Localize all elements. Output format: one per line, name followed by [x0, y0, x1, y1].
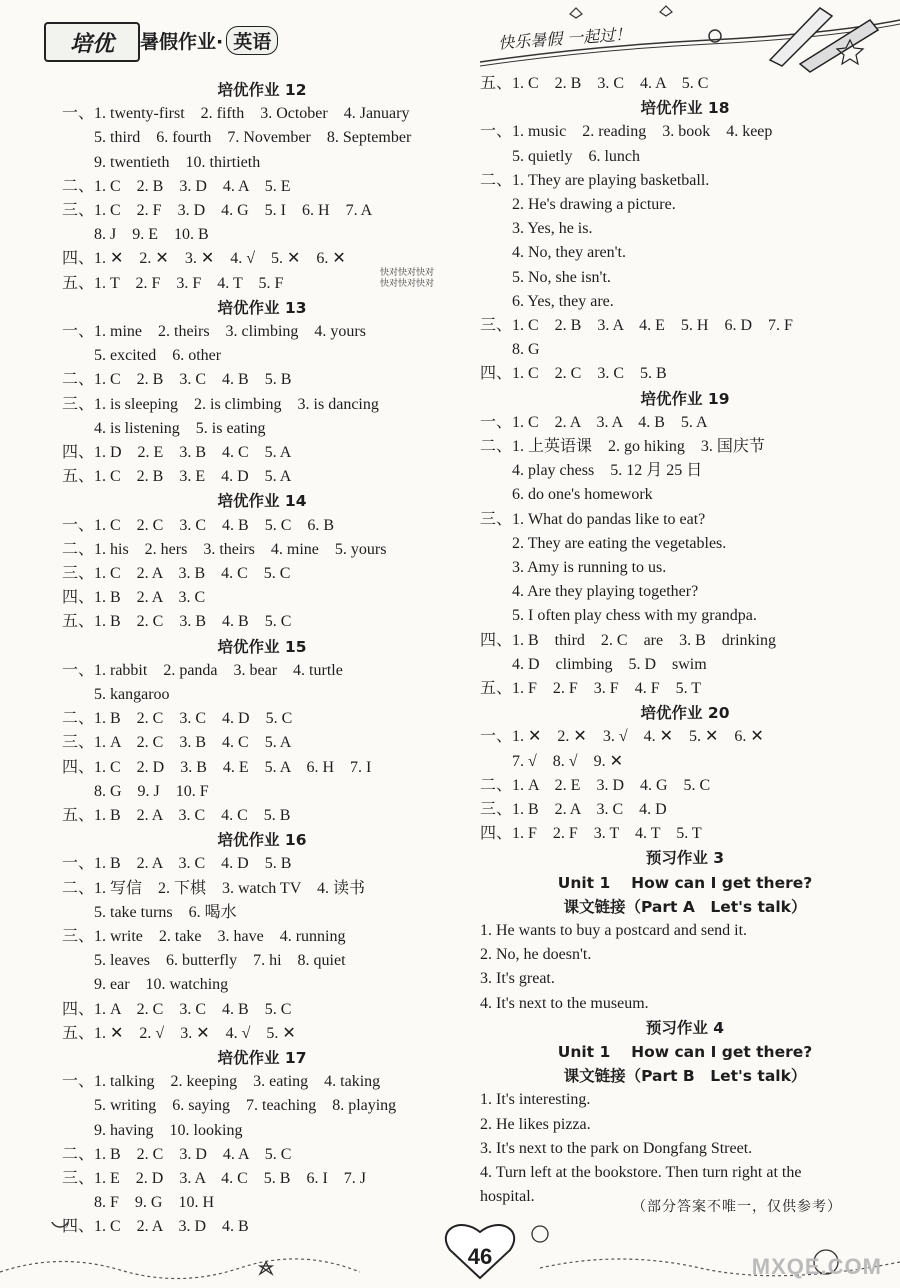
answer-line: 一、1. ✕ 2. ✕ 3. √ 4. ✕ 5. ✕ 6. ✕: [480, 728, 764, 746]
answer-line: 3. It's next to the park on Dongfang Street.: [480, 1139, 753, 1157]
answer-line: 二、1. 上英语课 2. go hiking 3. 国庆节: [480, 438, 765, 455]
answer-line: 五、1. T 2. F 3. F 4. T 5. F: [62, 274, 284, 292]
section-heading: 培优作业 12: [217, 81, 307, 99]
answer-line: 五、1. ✕ 2. √ 3. ✕ 4. √ 5. ✕: [62, 1024, 296, 1042]
answer-line: 一、1. twenty-first 2. fifth 3. October 4. January: [62, 105, 410, 123]
reference-note: （部分答案不唯一，仅供参考）: [632, 1199, 842, 1215]
answer-line: 五、1. B 2. C 3. B 4. B 5. C: [62, 613, 292, 631]
section-heading: 课文链接（Part B Let's talk）: [563, 1067, 807, 1086]
answer-line: 二、1. 写信 2. 下棋 3. watch TV 4. 读书: [62, 879, 365, 897]
answer-line: 3. Yes, he is.: [480, 220, 593, 238]
answer-line: 三、1. C 2. B 3. A 4. E 5. H 6. D 7. F: [480, 317, 793, 334]
answer-line: hospital.: [480, 1188, 535, 1206]
answer-line: 二、1. his 2. hers 3. theirs 4. mine 5. yours: [62, 540, 387, 558]
section-heading: 培优作业 14: [217, 492, 307, 511]
answer-line: 3. Amy is running to us.: [480, 559, 667, 576]
section-heading: 培优作业 20: [640, 704, 730, 723]
section-heading: 预习作业 3: [645, 849, 725, 868]
answer-line: 一、1. B 2. A 3. C 4. D 5. B: [62, 855, 292, 873]
answer-line: 五、1. C 2. B 3. E 4. D 5. A: [62, 468, 292, 486]
series-title: [140, 26, 278, 55]
answer-line: 二、1. B 2. C 3. D 4. A 5. C: [62, 1145, 292, 1163]
answer-line: 三、1. B 2. A 3. C 4. D: [480, 801, 667, 818]
star-icon: [260, 1262, 272, 1274]
answer-line: 5. quietly 6. lunch: [480, 147, 640, 165]
answer-line: 四、1. C 2. D 3. B 4. E 5. A 6. H 7. I: [62, 758, 372, 776]
brand-logo: [44, 22, 140, 62]
answer-line: 二、1. B 2. C 3. C 4. D 5. C: [62, 710, 293, 728]
answer-line: 8. G 9. J 10. F: [62, 782, 209, 800]
answer-line: 1. It's interesting.: [480, 1091, 591, 1109]
answer-line: 二、1. C 2. B 3. D 4. A 5. E: [62, 177, 291, 195]
answer-line: 6. do one's homework: [480, 486, 653, 504]
subject-badge: 英语: [226, 26, 278, 55]
answer-line: 五、1. B 2. A 3. C 4. C 5. B: [62, 807, 291, 824]
answer-line: 一、1. mine 2. theirs 3. climbing 4. yours: [62, 323, 366, 340]
answer-line: 2. They are eating the vegetables.: [480, 534, 727, 552]
bird-icon-2: [660, 6, 672, 16]
answer-line: 五、1. F 2. F 3. F 4. F 5. T: [480, 680, 702, 697]
answer-line: 3. It's great.: [480, 970, 555, 988]
answer-line: 四、1. A 2. C 3. C 4. B 5. C: [62, 1000, 292, 1018]
answer-line: 4. Turn left at the bookstore. Then turn right at the: [480, 1164, 802, 1181]
answer-line: 四、1. C 2. C 3. C 5. B: [480, 365, 667, 383]
answer-line: 二、1. A 2. E 3. D 4. G 5. C: [480, 776, 711, 794]
brand-text: 培优: [69, 30, 114, 57]
answer-line: 四、1. B 2. A 3. C: [62, 589, 206, 607]
answer-line: 8. G: [480, 341, 540, 359]
answer-line: 4. No, they aren't.: [480, 244, 626, 262]
answer-line: 5. leaves 6. butterfly 7. hi 8. quiet: [62, 952, 346, 970]
answer-line: 一、1. talking 2. keeping 3. eating 4. taking: [62, 1073, 381, 1091]
answer-line: 4. is listening 5. is eating: [62, 419, 266, 437]
watermark: MXQE.COM: [751, 1254, 882, 1279]
answer-line: 三、1. E 2. D 3. A 4. C 5. B 6. I 7. J: [62, 1170, 367, 1187]
series-name: 暑假作业·: [140, 31, 224, 53]
answer-line: 5. take turns 6. 喝水: [62, 903, 237, 921]
slogan: 快乐暑假 一起过！: [497, 24, 632, 53]
answer-line: 5. writing 6. saying 7. teaching 8. playing: [62, 1097, 397, 1115]
section-heading: 培优作业 17: [217, 1049, 307, 1067]
answer-line: 三、1. is sleeping 2. is climbing 3. is dancing: [62, 395, 379, 413]
answer-line: 6. Yes, they are.: [480, 292, 614, 310]
section-heading: 培优作业 15: [217, 637, 307, 656]
answer-line: 9. having 10. looking: [62, 1121, 243, 1139]
answer-line: 9. twentieth 10. thirtieth: [62, 153, 261, 171]
answer-line: 5. I often play chess with my grandpa.: [480, 607, 757, 625]
answer-line: 1. He wants to buy a postcard and send it.: [480, 922, 748, 939]
section-heading: 培优作业 16: [217, 831, 307, 850]
circle-icon: [51, 1222, 69, 1227]
page-header: [0, 0, 900, 78]
answer-line: 2. He likes pizza.: [480, 1115, 591, 1133]
answer-line: 一、1. rabbit 2. panda 3. bear 4. turtle: [62, 661, 343, 679]
answer-line: 一、1. C 2. A 3. A 4. B 5. A: [480, 413, 708, 431]
answer-line: 三、1. C 2. F 3. D 4. G 5. I 6. H 7. A: [62, 202, 373, 219]
answer-line: 8. F 9. G 10. H: [62, 1194, 215, 1212]
answer-line: 四、1. F 2. F 3. T 4. T 5. T: [480, 825, 702, 843]
answer-line: 5. excited 6. other: [62, 347, 222, 365]
answer-line: 五、1. C 2. B 3. C 4. A 5. C: [480, 75, 709, 92]
answer-line: 三、1. write 2. take 3. have 4. running: [62, 928, 346, 945]
answer-line: 一、1. music 2. reading 3. book 4. keep: [480, 123, 773, 141]
answer-line: 一、1. C 2. C 3. C 4. B 5. C 6. B: [62, 516, 335, 534]
section-heading: 课文链接（Part A Let's talk）: [563, 897, 807, 916]
answer-line: 9. ear 10. watching: [62, 976, 229, 994]
answer-line: 四、1. D 2. E 3. B 4. C 5. A: [62, 444, 292, 461]
page-number: 46: [467, 1244, 493, 1269]
answer-line: 三、1. C 2. A 3. B 4. C 5. C: [62, 565, 291, 582]
answer-line: 二、1. They are playing basketball.: [480, 171, 710, 189]
answer-line: 5. third 6. fourth 7. November 8. September: [62, 129, 412, 147]
section-heading: 培优作业 13: [217, 298, 307, 317]
section-heading: 预习作业 4: [645, 1018, 725, 1037]
answer-line: 四、1. ✕ 2. ✕ 3. ✕ 4. √ 5. ✕ 6. ✕: [62, 250, 346, 268]
stamp-line-2: 快对快对快对: [380, 279, 435, 289]
answer-line: 5. kangaroo: [62, 686, 170, 703]
section-heading: Unit 1 How can I get there?: [557, 1043, 813, 1061]
answer-line: 4. play chess 5. 12 月 25 日: [480, 462, 703, 480]
section-heading: Unit 1 How can I get there?: [557, 873, 813, 892]
section-heading: 培优作业 19: [640, 389, 730, 408]
answer-line: 三、1. What do pandas like to eat?: [480, 510, 706, 528]
answer-line: 2. He's drawing a picture.: [480, 196, 676, 213]
answer-line: 4. It's next to the museum.: [480, 994, 649, 1012]
answer-line: 4. D climbing 5. D swim: [480, 655, 707, 673]
stamp-line-1: 快对快对快对: [380, 268, 435, 278]
bird-icon: [570, 8, 582, 18]
answer-line: 四、1. C 2. A 3. D 4. B: [62, 1218, 249, 1236]
answer-line: 7. √ 8. √ 9. ✕: [480, 752, 623, 770]
answer-line: 8. J 9. E 10. B: [62, 226, 209, 244]
answer-line: 二、1. C 2. B 3. C 4. B 5. B: [62, 371, 292, 389]
answer-line: 四、1. B third 2. C are 3. B drinking: [480, 631, 776, 649]
answer-line: 2. No, he doesn't.: [480, 946, 592, 964]
stamp-text: [380, 268, 434, 290]
bubble-icon: [532, 1226, 548, 1242]
answer-line: 4. Are they playing together?: [480, 583, 699, 601]
answer-line: 三、1. A 2. C 3. B 4. C 5. A: [62, 734, 292, 752]
answer-line: 5. No, she isn't.: [480, 268, 611, 286]
section-heading: 培优作业 18: [640, 99, 730, 118]
